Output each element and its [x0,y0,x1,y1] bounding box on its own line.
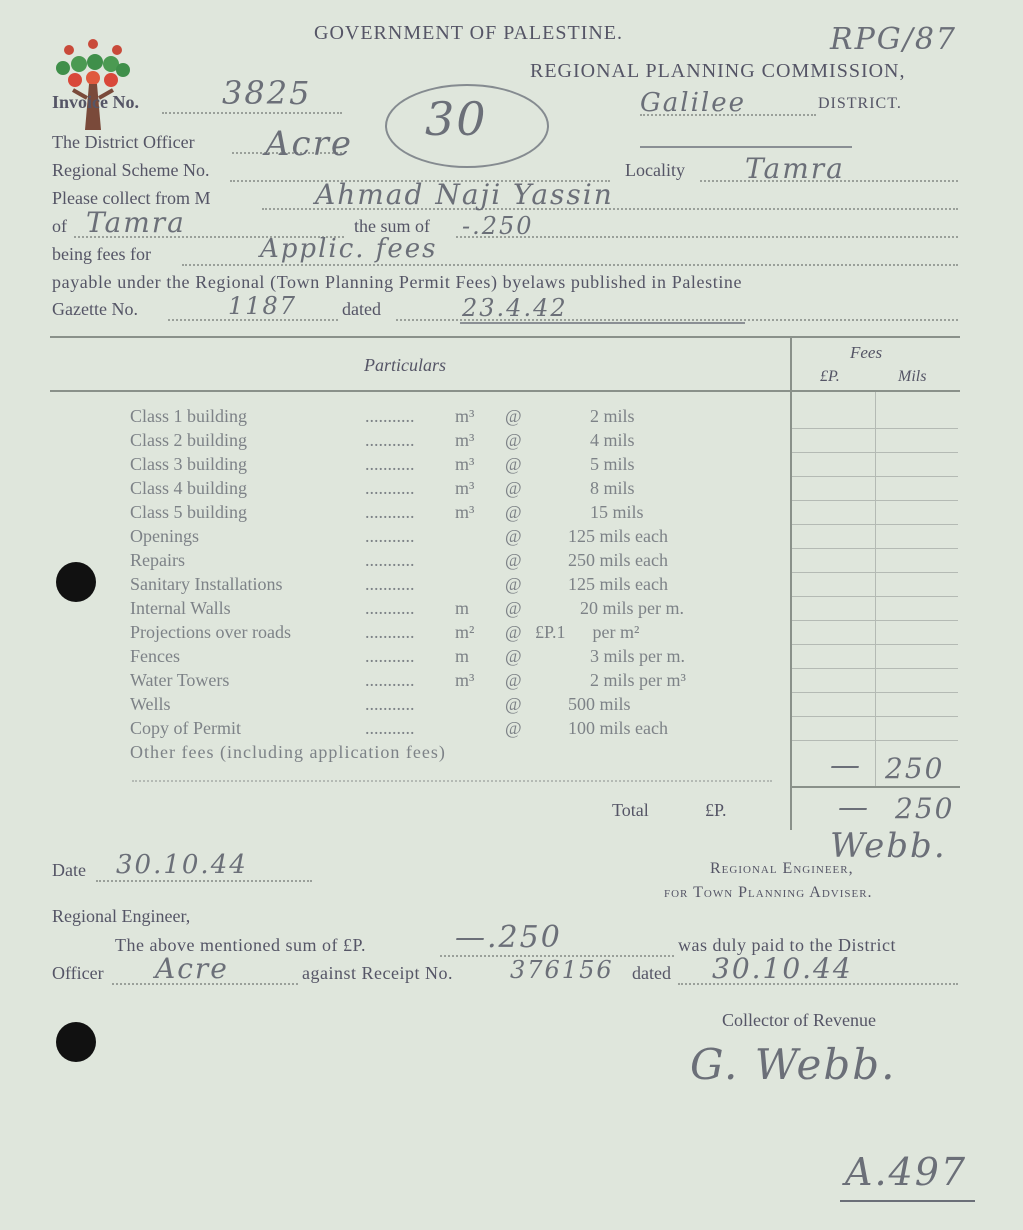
total-lp: — [838,790,870,825]
fee-row-rate: 2 mils [590,406,635,426]
fee-row-name: Fences [130,646,180,666]
paid-text-2: was duly paid to the District [678,935,896,955]
fee-row-dots: ........... [365,430,415,450]
fee-row-name: Projections over roads [130,622,291,642]
fees-for-label: being fees for [52,244,151,264]
sum-label: the sum of [354,216,430,236]
fee-row-dots: ........... [365,646,415,666]
fee-row-at: @ [505,406,522,426]
fee-row-name: Copy of Permit [130,718,241,738]
fee-row [130,406,770,428]
fee-row-name: Water Towers [130,670,230,690]
fee-row-name: Wells [130,694,171,714]
date-label: Date [52,860,86,880]
other-fee-lp: — [830,748,862,783]
collect-label: Please collect from M [52,188,211,208]
fee-row-at: @ [505,478,522,498]
paid-text-1: The above mentioned sum of £P. [115,935,366,955]
other-fees-dots [132,780,772,782]
invoice-label: Invoice No. [52,92,139,112]
fee-row-name: Sanitary Installations [130,574,283,594]
district-value: Galilee [640,88,746,118]
fee-row-dots: ........... [365,694,415,714]
fee-row [130,718,770,740]
fee-row [130,526,770,548]
fee-row-unit: m³ [455,430,475,450]
punch-hole [56,1022,96,1062]
total-currency: £P. [705,800,727,820]
engineer-signature: Webb. [830,826,947,866]
fee-row [130,694,770,716]
fee-row-rate: 2 mils per m³ [590,670,686,690]
receipt-dated-label: dated [632,963,671,983]
receipt-dated-value: 30.10.44 [712,952,853,985]
fee-row-dots: ........... [365,718,415,738]
against-label: against Receipt No. [302,963,453,983]
gazette-label: Gazette No. [52,299,138,319]
fee-row-rate: 8 mils [590,478,635,498]
fee-row-at: @ [505,646,522,666]
fee-row-at: @ [505,502,522,522]
fee-row-name: Class 3 building [130,454,248,474]
fee-row-at: @ [505,694,522,714]
fee-row-rate: £P.1 per m² [535,622,640,642]
sum-value: -.250 [462,212,534,240]
other-fees-row [130,742,770,764]
total-mils: 250 [895,792,955,825]
locality-value: Tamra [745,152,845,185]
of-value: Tamra [86,206,186,239]
district-label: DISTRICT. [818,95,902,112]
other-fees-label: Other fees (including application fees) [130,742,446,762]
lp-header: £P. [820,368,840,385]
gazette-dated-value: 23.4.42 [462,294,568,322]
fee-row-dots: ........... [365,670,415,690]
collect-value: Ahmad Naji Yassin [315,178,614,211]
fee-row-at: @ [505,430,522,450]
fee-row [130,550,770,572]
fee-row-dots: ........... [365,478,415,498]
of-label: of [52,216,67,236]
paid-value: —.250 [455,920,562,955]
fee-row-at: @ [505,454,522,474]
fee-row-dots: ........... [365,406,415,426]
fee-row-at: @ [505,718,522,738]
fee-row [130,478,770,500]
fee-row [130,502,770,524]
fee-row-unit: m² [455,622,475,642]
fee-row-unit: m [455,598,470,618]
invoice-value: 3825 [222,74,312,112]
payable-text: payable under the Regional (Town Planning Permit Fees) byelaws published in Palestine [52,272,743,292]
gazette-underline [460,322,745,324]
fee-row-rate: 250 mils each [568,550,668,570]
date-value: 30.10.44 [116,850,248,880]
punch-hole [56,562,96,602]
receipt-value: 376156 [510,956,614,984]
fee-row-rate: 125 mils each [568,526,668,546]
date-dots [96,880,312,882]
gazette-dated-label: dated [342,299,381,319]
fee-row-name: Class 5 building [130,502,248,522]
table-top-rule [50,336,960,338]
engineer-title: Regional Engineer, [710,860,854,877]
officer-value: Acre [155,952,229,985]
fee-row-name: Repairs [130,550,185,570]
fee-row-name: Class 1 building [130,406,248,426]
table-header-rule [50,390,960,392]
invoice-dots [162,112,342,114]
fee-row-name: Class 2 building [130,430,248,450]
fee-row-dots: ........... [365,598,415,618]
fee-row-unit: m³ [455,502,475,522]
fee-row-name: Openings [130,526,199,546]
fee-row-dots: ........... [365,454,415,474]
district-dots [640,114,816,116]
ref-bottom: A.497 [845,1150,968,1194]
fee-row-rate: 20 mils per m. [580,598,684,618]
fee-row [130,430,770,452]
fee-row-at: @ [505,670,522,690]
locality-label: Locality [625,160,685,180]
other-fee-mils: 250 [885,752,945,785]
fee-row-unit: m³ [455,670,475,690]
fees-header: Fees [850,343,883,362]
fee-row-name: Internal Walls [130,598,231,618]
fee-row-unit: m³ [455,478,475,498]
fees-for-value: Applic. fees [260,234,438,264]
fee-row-rate: 15 mils [590,502,644,522]
circled-number: 30 [425,92,488,146]
fee-row-rate: 5 mils [590,454,635,474]
adviser-title: for Town Planning Adviser. [664,884,873,901]
total-label: Total [612,800,649,820]
collector-label: Collector of Revenue [722,1010,876,1030]
fee-row-at: @ [505,574,522,594]
fee-row [130,598,770,620]
fee-row-at: @ [505,598,522,618]
fee-row-at: @ [505,526,522,546]
fee-row-rate: 125 mils each [568,574,668,594]
ref-underline [840,1200,975,1202]
ref-top: RPG/87 [830,22,958,57]
fee-row-dots: ........... [365,550,415,570]
fee-row-unit: m³ [455,454,475,474]
district-officer-label: The District Officer [52,132,195,152]
addressee: Regional Engineer, [52,906,191,926]
fee-row-rate: 4 mils [590,430,635,450]
pencil-underline [640,146,852,148]
fee-row-unit: m [455,646,470,666]
fee-row-dots: ........... [365,526,415,546]
fee-row-rate: 3 mils per m. [590,646,685,666]
fee-row [130,574,770,596]
fee-row [130,454,770,476]
fees-column-divider [790,336,792,830]
fee-row-dots: ........... [365,502,415,522]
particulars-header: Particulars [364,355,447,375]
collector-signature: G. Webb. [690,1040,897,1089]
government-title: GOVERNMENT OF PALESTINE. [314,22,624,44]
fee-row-name: Class 4 building [130,478,248,498]
fee-row-at: @ [505,622,522,642]
mils-header: Mils [898,368,927,385]
fee-row-dots: ........... [365,574,415,594]
subtotal-rule [790,786,960,788]
commission-title: REGIONAL PLANNING COMMISSION, [530,60,906,82]
fee-row-at: @ [505,550,522,570]
fee-row-rate: 500 mils [568,694,631,714]
district-officer-value: Acre [265,124,353,164]
fees-for-dots [182,264,958,266]
gazette-value: 1187 [228,292,298,320]
officer-label: Officer [52,963,104,983]
fee-row [130,646,770,668]
fee-row-unit: m³ [455,406,475,426]
fee-row-dots: ........... [365,622,415,642]
scheme-label: Regional Scheme No. [52,160,210,180]
fee-row-rate: 100 mils each [568,718,668,738]
fee-row [130,670,770,692]
fee-row [130,622,770,644]
